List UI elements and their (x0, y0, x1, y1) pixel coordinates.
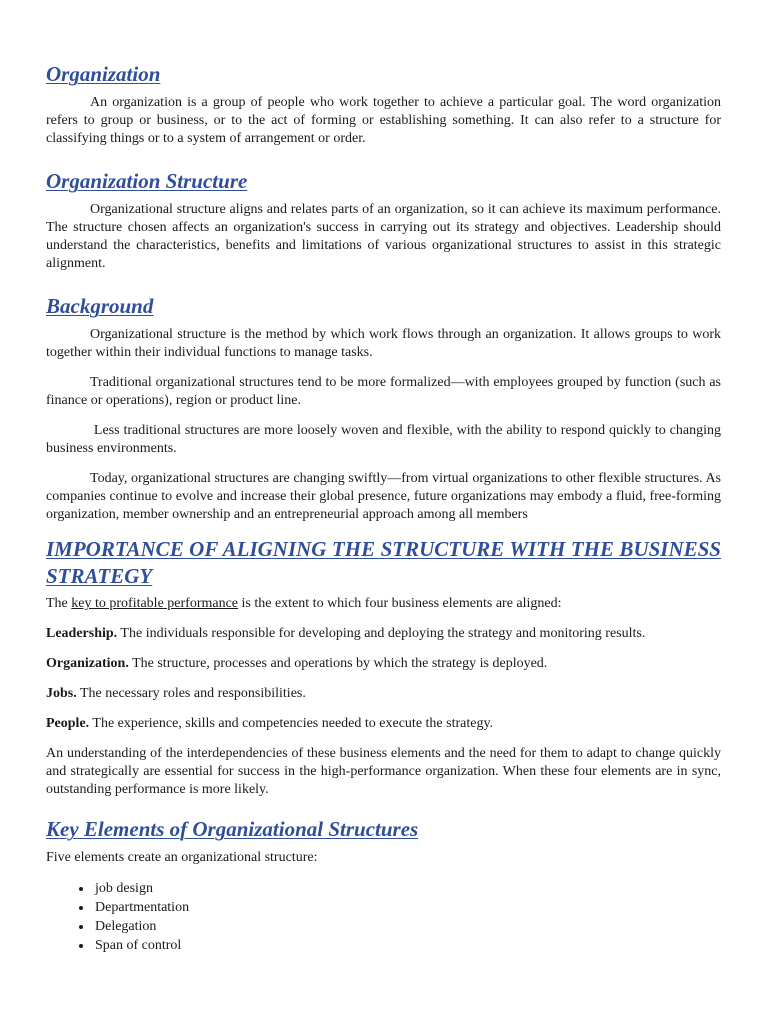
intro-before-text: The (46, 596, 72, 611)
key-elements-list (46, 879, 721, 955)
list-item: • Departmentation (93, 898, 721, 917)
paragraph-background-2: Traditional organizational structures tend to be more formalized—with employees grouped by function (such as finance or operations), region or product line. (46, 375, 721, 408)
key-to-profitable-performance-link[interactable]: key to profitable performance (71, 596, 239, 611)
paragraph-organization-structure: Organizational structure aligns and relates parts of an organization, so it can achieve its maximum performance. The structure chosen affects an organization's success in carrying out its strategy and objectives. Leadership should understand the characteristics, benefits and limitations of various organizational structures to assist in this strategic alignment. (46, 202, 721, 271)
paragraph-importance-intro (46, 595, 721, 613)
intro-after-text: is the extent to which four business elements are aligned: (238, 596, 562, 611)
heading-organization: Organization (46, 62, 161, 86)
element-leadership (46, 625, 721, 643)
list-item: • Delegation (93, 917, 721, 936)
heading-organization-structure: Organization Structure (46, 169, 248, 193)
element-text: The structure, processes and operations by which the strategy is deployed. (128, 656, 548, 671)
heading-key-elements: Key Elements of Organizational Structures (46, 817, 419, 841)
element-term: People. (46, 716, 90, 731)
list-item: • Span of control (93, 936, 721, 955)
list-item: • job design (93, 879, 721, 898)
element-term: Organization. (46, 656, 129, 671)
element-text: The necessary roles and responsibilities. (76, 686, 306, 701)
element-text: The individuals responsible for developing and deploying the strategy and monitoring results. (117, 626, 646, 641)
paragraph-organization: An organization is a group of people who work together to achieve a particular goal. The word organization refers to group or business, or to the act of forming or establishing something. It can also refer to a structure for classifying things or to a system of arrangement or order. (46, 95, 721, 146)
element-people (46, 715, 721, 733)
element-term: Jobs. (46, 686, 77, 701)
paragraph-key-elements-intro: Five elements create an organizational structure: (46, 850, 318, 865)
element-term: Leadership. (46, 626, 118, 641)
element-text: The experience, skills and competencies needed to execute the strategy. (89, 716, 494, 731)
paragraph-background-4: Today, organizational structures are changing swiftly—from virtual organizations to other flexible structures. As companies continue to evolve and increase their global presence, future organizations may embody a fluid, free-forming organization, member ownership and an entrepreneurial approach among all members (46, 471, 721, 522)
element-organization (46, 655, 721, 673)
paragraph-background-3: Less traditional structures are more loosely woven and flexible, with the ability to respond quickly to changing business environments. (46, 423, 725, 456)
element-jobs (46, 685, 721, 703)
heading-background: Background (46, 294, 154, 318)
paragraph-importance-closing: An understanding of the interdependencies of these business elements and the need for them to adapt to change quickly and strategically are essential for success in the high-performance organization. When these four elements are in sync, outstanding performance is more likely. (46, 746, 721, 797)
paragraph-background-1: Organizational structure is the method by which work flows through an organization. It allows groups to work together within their individual functions to manage tasks. (46, 327, 721, 360)
heading-importance: IMPORTANCE OF ALIGNING THE STRUCTURE WITH THE BUSINESS STRATEGY (46, 537, 721, 588)
